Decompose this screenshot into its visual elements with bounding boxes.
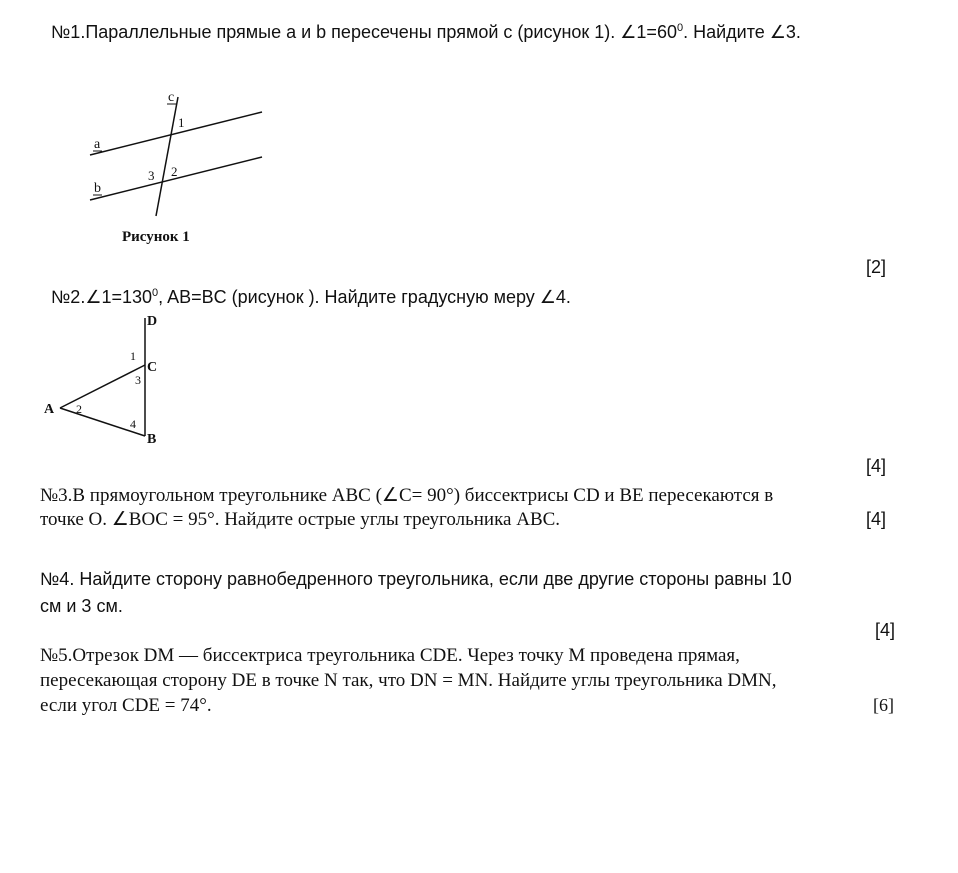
problem-3-line-1: №3.В прямоугольном треугольнике ABC (∠C= 90°) биссектрисы CD и BE пересекаются в xyxy=(40,485,774,506)
problem-1-tail: . Найдите ∠3. xyxy=(683,22,801,42)
line-c xyxy=(156,97,178,216)
problem-2-tail: , AB=BC (рисунок ). Найдите градусную меру ∠4. xyxy=(158,287,571,307)
angle-1-label: 1 xyxy=(178,115,185,130)
problem-5-points: [6] xyxy=(873,695,894,715)
problem-5-line-3: если угол CDE = 74°. xyxy=(40,695,212,716)
point-c-label: C xyxy=(147,360,158,375)
problem-1-degree-sup: 0 xyxy=(676,22,684,34)
figure-1-caption: Рисунок 1 xyxy=(122,229,190,245)
problem-4-line-1: №4. Найдите сторону равнобедренного треугольника, если две другие стороны равны 10 xyxy=(40,569,792,589)
point-a-label: A xyxy=(44,402,55,417)
label-a: a xyxy=(94,137,101,152)
point-b-label: B xyxy=(147,432,157,447)
angle-4-label-fig2: 4 xyxy=(130,417,136,431)
problem-5-line-1: №5.Отрезок DM — биссектриса треугольника CDE. Через точку M проведена прямая, xyxy=(40,645,740,666)
angle-3-label-fig2: 3 xyxy=(135,373,141,387)
label-c: c xyxy=(168,90,175,105)
label-b: b xyxy=(94,181,101,196)
problem-2-text xyxy=(51,288,571,306)
problem-2-degree-sup: 0 xyxy=(152,287,159,299)
point-d-label: D xyxy=(147,314,158,329)
angle-1-label-fig2: 1 xyxy=(130,349,136,363)
problem-1-main: №1.Параллельные прямые a и b пересечены прямой c (рисунок 1). ∠1=60 xyxy=(51,22,677,42)
problem-3-line-2: точке О. ∠BOC = 95°. Найдите острые углы треугольника ABC. xyxy=(40,509,561,530)
angle-2-label: 2 xyxy=(171,164,178,179)
segment-ac xyxy=(60,365,145,408)
problem-3-points: [4] xyxy=(866,509,887,529)
problem-4-line-2: см и 3 см. xyxy=(40,596,123,616)
problem-2-points: [4] xyxy=(866,456,887,476)
problem-1-points: [2] xyxy=(866,257,887,277)
problem-5-line-2: пересекающая сторону DE в точке N так, что DN = MN. Найдите углы треугольника DMN, xyxy=(40,670,777,691)
angle-2-label-fig2: 2 xyxy=(76,402,82,416)
line-a xyxy=(90,112,262,155)
problem-2-main: №2.∠1=130 xyxy=(51,287,153,307)
angle-3-label: 3 xyxy=(148,168,155,183)
problem-4-points: [4] xyxy=(875,620,896,640)
